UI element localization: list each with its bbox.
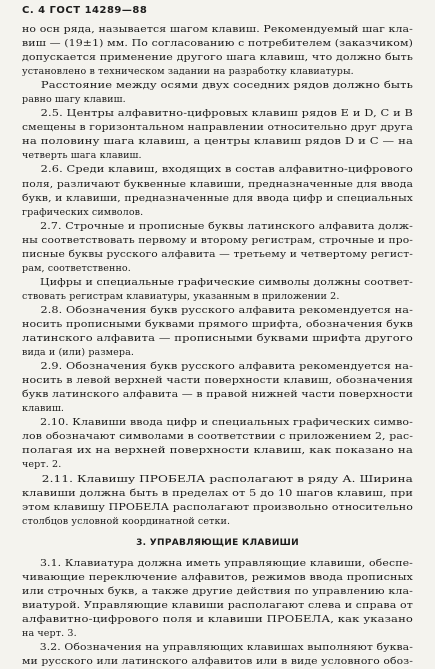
text-line: на черт. 3.: [22, 627, 77, 639]
body-text: [22, 23, 413, 529]
text-line: 3.1. Клавиатура должна иметь управляющие клавиши, обеспе-: [22, 557, 413, 569]
text-line: этом клавишу ПРОБЕЛА располагают произвольно относительно: [22, 501, 413, 513]
text-line: алфавитно-цифрового поля и клавиши ПРОБЕЛА, как указано: [22, 613, 413, 625]
text-line: 2.7. Строчные и прописные буквы латинского алфавита долж-: [22, 220, 413, 232]
paragraph-2-6: [22, 163, 413, 219]
text-line: 2.10. Клавиши ввода цифр и специальных графических симво-: [22, 417, 413, 429]
text-line: 2.8. Обозначения букв русского алфавита рекомендуется на-: [22, 304, 413, 316]
text-line: 2.11. Клавишу ПРОБЕЛА располагают в ряду А. Ширина: [22, 473, 413, 485]
paragraph-row-spacing: [22, 79, 413, 107]
page-header: С. 4 ГОСТ 14289—88: [22, 5, 148, 16]
paragraph-3-1: [22, 557, 413, 641]
paragraph-2-7: [22, 220, 413, 276]
text-line: столбцов условной координатной сетки.: [22, 515, 231, 527]
text-line: латинского алфавита — прописными буквами шрифта другого: [22, 333, 413, 345]
text-line: вида и (или) размера.: [22, 347, 135, 359]
text-line: равно шагу клавиш.: [22, 94, 126, 106]
text-line: писные буквы русского алфавита — третьему и четвертому регист-: [22, 248, 413, 260]
paragraph-pitch-continuation: [22, 23, 413, 79]
text-line: Цифры и специальные графические символы должны соответ-: [22, 276, 414, 288]
text-line: носить в левой верхней части поверхности клавиш, обозначения: [22, 375, 414, 387]
text-line: ны соответствовать первому и второму регистрам, строчные и про-: [22, 234, 413, 246]
text-line: 2.5. Центры алфавитно-цифровых клавиш рядов Е и D, С и В: [22, 108, 413, 120]
text-line: черт. 2.: [22, 459, 62, 471]
section-title: 3. УПРАВЛЯЮЩИЕ КЛАВИШИ: [136, 537, 299, 548]
text-line: но осн ряда, называется шагом клавиш. Рекомендуемый шаг кла-: [22, 24, 413, 35]
text-line: 2.6. Среди клавиш, входящих в состав алфавитно-цифрового: [22, 164, 413, 176]
text-line: допускается применение другого шага клавиш, что должно быть: [22, 52, 413, 64]
text-line: букв латинского алфавита — в правой нижней части поверхности: [22, 389, 413, 401]
text-line: установлено в техническом задании на разработку клавиатуры.: [22, 66, 354, 78]
text-line: поля, различают буквенные клавиши, предназначенные для ввода: [22, 178, 413, 190]
text-line: виатурой. Управляющие клавиши располагают слева и справа от: [22, 599, 413, 611]
text-line: четверть шага клавиш.: [22, 150, 142, 162]
text-line: чивающие переключение алфавитов, режимов ввода прописных: [22, 571, 413, 583]
paragraph-2-5: [22, 107, 413, 163]
text-line: носить прописными буквами прямого шрифта, обозначения букв: [22, 318, 413, 330]
text-line: смещены в горизонтальном направлении относительно друг друга: [22, 122, 413, 134]
text-line: ми русского или латинского алфавитов или в виде условного обоз-: [22, 656, 413, 668]
text-line: графических символов.: [22, 206, 144, 218]
paragraph-digits-registers: [22, 276, 413, 304]
paragraph-2-8: [22, 304, 413, 360]
text-line: Расстояние между осями двух соседних рядов должно быть: [22, 80, 413, 92]
document-page: [22, 4, 413, 669]
text-line: полагая их на верхней поверхности клавиш, как показано на: [22, 445, 413, 457]
text-line: рам, соответственно.: [22, 262, 131, 274]
text-line: букв, и клавиши, предназначенные для ввода цифр и специальных: [22, 192, 413, 204]
text-line: лов обозначают символами в соответствии с приложением 2, рас-: [22, 431, 413, 443]
paragraph-2-10: [22, 416, 413, 472]
paragraph-3-2: [22, 641, 413, 669]
text-line: на половину шага клавиш, а центры клавиш рядов D и С — на: [22, 136, 413, 148]
text-line: клавиши должна быть в пределах от 5 до 10 шагов клавиш, при: [22, 487, 413, 499]
text-line: виш — (19±1) мм. По согласованию с потребителем (заказчиком): [22, 38, 414, 50]
text-line: или строчных букв, а также другие действия по управлению кла-: [22, 585, 413, 597]
section-3-body: [22, 557, 413, 669]
paragraph-2-11: [22, 473, 413, 529]
text-line: клавиш.: [22, 403, 65, 415]
text-line: 2.9. Обозначения букв русского алфавита рекомендуется на-: [22, 361, 413, 373]
text-line: ствовать регистрам клавиатуры, указанным в приложении 2.: [22, 290, 340, 302]
paragraph-2-9: [22, 360, 413, 416]
text-line: 3.2. Обозначения на управляющих клавишах выполняют буква-: [22, 641, 414, 653]
